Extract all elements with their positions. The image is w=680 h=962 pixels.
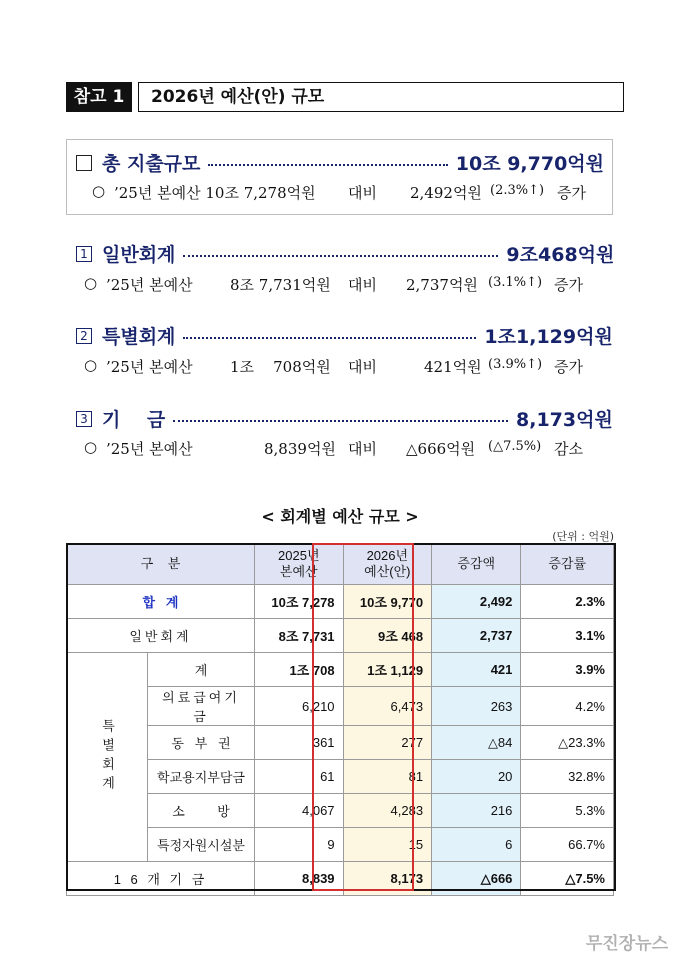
circle-bullet-icon: ○ xyxy=(84,438,98,456)
circle-bullet-icon: ○ xyxy=(92,182,106,200)
note-prev-amount: 1조 708억원 xyxy=(230,358,331,376)
header-2025: 2025년 본예산 xyxy=(255,544,344,585)
number-box-icon: 1 xyxy=(76,246,92,262)
cell-2025: 8조 7,731 xyxy=(255,619,344,653)
special-accounts-label: 특별회계 xyxy=(67,653,148,862)
cell-rate: 66.7% xyxy=(521,828,614,862)
row-label: 합 계 xyxy=(67,585,255,619)
table-row xyxy=(67,862,614,896)
unit-label: (단위 : 억원) xyxy=(552,530,614,543)
cell-rate: 5.3% xyxy=(521,794,614,828)
page-title: 2026년 예산(안) 규모 xyxy=(138,82,624,112)
cell-rate: 3.9% xyxy=(521,653,614,687)
note-prev-amount: 8조 7,731억원 xyxy=(230,276,331,294)
cell-2026: 6,473 xyxy=(343,687,432,726)
cell-rate: 4.2% xyxy=(521,687,614,726)
row-label: 일반회계 xyxy=(67,619,255,653)
total-label: 총 지출규모 xyxy=(102,153,201,175)
section-amount-b: 8,173억원 xyxy=(516,409,613,431)
cell-change: 263 xyxy=(432,687,521,726)
note-diff: 2,737억원 xyxy=(406,276,478,294)
row-label: 계 xyxy=(148,653,255,687)
leader-dots xyxy=(183,337,476,339)
cell-change: △666 xyxy=(432,862,521,896)
cell-2025: 4,067 xyxy=(255,794,344,828)
note-diff: 421억원 xyxy=(424,358,482,376)
section-special xyxy=(76,322,612,349)
cell-2025: 10조 7,278 xyxy=(255,585,344,619)
row-label: 특정자원시설분 xyxy=(148,828,255,862)
table-row xyxy=(67,687,614,726)
row-label: 학교용지부담금 xyxy=(148,760,255,794)
note-prev-label: ’25년 본예산 xyxy=(106,276,193,294)
cell-change: 421 xyxy=(432,653,521,687)
cell-2025: 9 xyxy=(255,828,344,862)
cell-change: 2,737 xyxy=(432,619,521,653)
watermark-logo: 무진장뉴스 xyxy=(585,934,668,954)
table-header-row xyxy=(67,544,614,585)
cell-rate: △7.5% xyxy=(521,862,614,896)
reference-tag: 참고 1 xyxy=(66,82,132,112)
cell-2026: 15 xyxy=(343,828,432,862)
total-note xyxy=(92,182,602,204)
leader-dots xyxy=(173,420,508,422)
cell-change: 2,492 xyxy=(432,585,521,619)
number-box-icon: 3 xyxy=(76,411,92,427)
cell-2026: 1조 1,129 xyxy=(343,653,432,687)
section-amount-b: 1,129억원 xyxy=(516,326,613,348)
budget-table xyxy=(66,543,614,896)
note-rate: (3.9%↑) xyxy=(488,357,543,372)
cell-2025: 61 xyxy=(255,760,344,794)
table-title: < 회계별 예산 규모 > xyxy=(261,507,419,526)
cell-change: 20 xyxy=(432,760,521,794)
cell-2026: 4,283 xyxy=(343,794,432,828)
table-row xyxy=(67,726,614,760)
cell-2026: 81 xyxy=(343,760,432,794)
row-label: 의료급여기금 xyxy=(148,687,255,726)
note-rate: (3.1%↑) xyxy=(488,275,543,290)
note-result: 증가 xyxy=(554,276,583,294)
table-row xyxy=(67,619,614,653)
section-amount-a: 1조 xyxy=(484,326,516,348)
section-label: 특별회계 xyxy=(102,326,176,348)
circle-bullet-icon: ○ xyxy=(84,274,98,292)
table-row xyxy=(67,653,614,687)
row-label: 동 부 권 xyxy=(148,726,255,760)
section-label: 기 금 xyxy=(102,409,166,431)
cell-rate: 3.1% xyxy=(521,619,614,653)
cell-change: △84 xyxy=(432,726,521,760)
table-row xyxy=(67,794,614,828)
note-result: 증가 xyxy=(554,358,583,376)
row-label: 1 6 개 기 금 xyxy=(67,862,255,896)
cell-2026: 277 xyxy=(343,726,432,760)
header-change: 증감액 xyxy=(432,544,521,585)
cell-2025: 361 xyxy=(255,726,344,760)
total-line xyxy=(76,149,604,176)
cell-2026: 10조 9,770 xyxy=(343,585,432,619)
circle-bullet-icon: ○ xyxy=(84,356,98,374)
section-fund-note xyxy=(84,438,604,460)
note-prev-label: ’25년 본예산 xyxy=(106,440,193,458)
note-cmp: 대비 xyxy=(348,440,377,458)
note-rate: (△7.5%) xyxy=(488,439,542,454)
checkbox-icon xyxy=(76,155,92,171)
cell-2026: 9조 468 xyxy=(343,619,432,653)
total-result: 증가 xyxy=(557,184,586,202)
table-row xyxy=(67,828,614,862)
cell-2025: 6,210 xyxy=(255,687,344,726)
cell-2025: 1조 708 xyxy=(255,653,344,687)
leader-dots xyxy=(208,164,447,166)
cell-change: 216 xyxy=(432,794,521,828)
header-2026: 2026년 예산(안) xyxy=(343,544,432,585)
total-diff: 2,492억원 xyxy=(410,184,482,202)
note-cmp: 대비 xyxy=(348,358,377,376)
total-rate: (2.3%↑) xyxy=(490,183,545,198)
section-label: 일반회계 xyxy=(102,244,176,266)
cell-rate: 2.3% xyxy=(521,585,614,619)
cell-rate: 32.8% xyxy=(521,760,614,794)
total-amount: 10조 9,770억원 xyxy=(455,153,604,175)
cell-2025: 8,839 xyxy=(255,862,344,896)
note-result: 감소 xyxy=(554,440,583,458)
row-label: 소 방 xyxy=(148,794,255,828)
note-cmp: 대비 xyxy=(348,276,377,294)
total-prev: ’25년 본예산 10조 7,278억원 xyxy=(114,184,316,202)
cell-2026: 8,173 xyxy=(343,862,432,896)
header-rate: 증감률 xyxy=(521,544,614,585)
section-amount-a: 9조 xyxy=(506,244,538,266)
cell-change: 6 xyxy=(432,828,521,862)
header-category: 구 분 xyxy=(67,544,255,585)
number-box-icon: 2 xyxy=(76,328,92,344)
leader-dots xyxy=(183,255,498,257)
total-cmp: 대비 xyxy=(348,184,377,202)
note-prev-amount: 8,839억원 xyxy=(264,440,336,458)
section-general xyxy=(76,240,615,267)
section-fund xyxy=(76,405,612,432)
note-prev-label: ’25년 본예산 xyxy=(106,358,193,376)
table-row xyxy=(67,585,614,619)
cell-rate: △23.3% xyxy=(521,726,614,760)
section-special-note xyxy=(84,356,604,378)
section-amount-b: 468억원 xyxy=(538,244,615,266)
table-row xyxy=(67,760,614,794)
section-general-note xyxy=(84,274,604,296)
note-diff: △666억원 xyxy=(406,440,476,458)
